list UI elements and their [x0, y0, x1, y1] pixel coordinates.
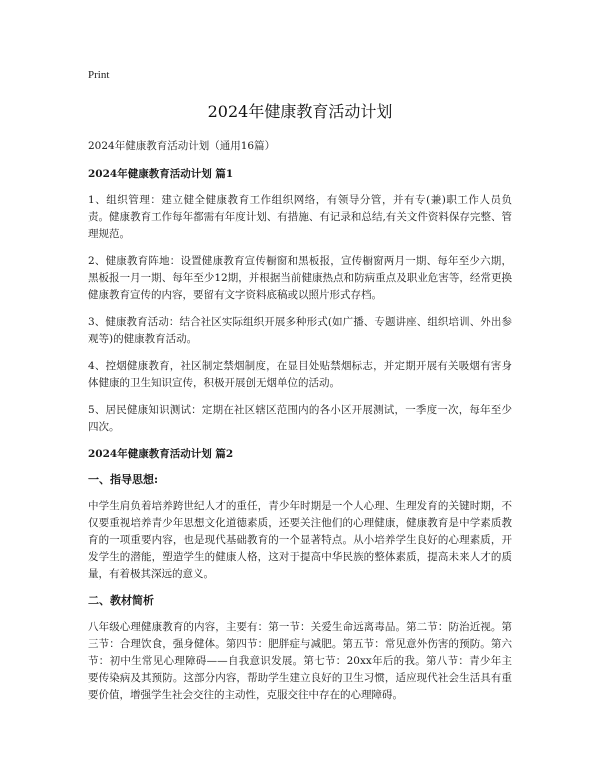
- guiding-thought-heading: 一、指导思想:: [88, 473, 159, 486]
- section-1-paragraph-3: 3、健康教育活动：结合社区实际组织开展多种形式(如广播、专题讲座、组织培训、外出参观等)的健康教育活动。: [88, 316, 512, 345]
- section-1-heading: 2024年健康教育活动计划 篇1: [88, 168, 234, 180]
- textbook-analysis-heading: 二、教材简析: [88, 594, 154, 607]
- document-subtitle: 2024年健康教育活动计划（通用16篇）: [88, 140, 276, 152]
- print-label[interactable]: Print: [88, 69, 110, 81]
- textbook-analysis-paragraph: 八年级心理健康教育的内容，主要有：第一节：关爱生命远离毒品。第二节：防治近视。第三节：合理饮食，强身健体。第四节：肥胖症与减肥。第五节：常见意外伤害的预防。第六节：初中生常见心理障碍——自我意识发展。第七节：20xx年后的我。第八节：青少年主要传染病及其预防。这部分内容，帮助学生建立良好的卫生习惯，适应现代社会生活具有重要价值，增强学生社会交往的主动性，克服交往中存在的心理障碍。: [88, 621, 512, 701]
- section-1-paragraph-1: 1、组织管理：建立健全健康教育工作组织网络，有领导分管，并有专(兼)职工作人员负责。健康教育工作每年都需有年度计划、有措施、有记录和总结,有关文件资料保存完整、管理规范。: [88, 194, 512, 240]
- section-1-paragraph-4: 4、控烟健康教育，社区制定禁烟制度，在显目处贴禁烟标志，并定期开展有关吸烟有害身体健康的卫生知识宣传，积极开展创无烟单位的活动。: [88, 360, 512, 389]
- guiding-thought-paragraph: 中学生肩负着培养跨世纪人才的重任，青少年时期是一个人心理、生理发育的关键时期，不仅要重视培养青少年思想文化道德素质，还要关注他们的心理健康，健康教育是中学素质教育的一项重要内容，也是现代基础教育的一个显著特点。从小培养学生良好的心理素质，开发学生的潜能，塑造学生的健康人格，这对于提高中华民族的整体素质，提高未来人才的质量，有着极其深远的意义。: [88, 500, 512, 580]
- section-2-heading: 2024年健康教育活动计划 篇2: [88, 448, 234, 460]
- section-1-paragraph-2: 2、健康教育阵地：设置健康教育宣传橱窗和黑板报，宣传橱窗两月一期、每年至少六期，黑板报一月一期、每年至少12期，并根据当前健康热点和防病重点及职业危害等，经常更换健康教育宣传的内容，要留有文字资料底稿或以照片形式存档。: [88, 255, 512, 301]
- section-1-paragraph-5: 5、居民健康知识测试：定期在社区辖区范围内的各小区开展测试，一季度一次，每年至少四次。: [88, 404, 512, 433]
- document-title: 2024年健康教育活动计划: [207, 102, 393, 121]
